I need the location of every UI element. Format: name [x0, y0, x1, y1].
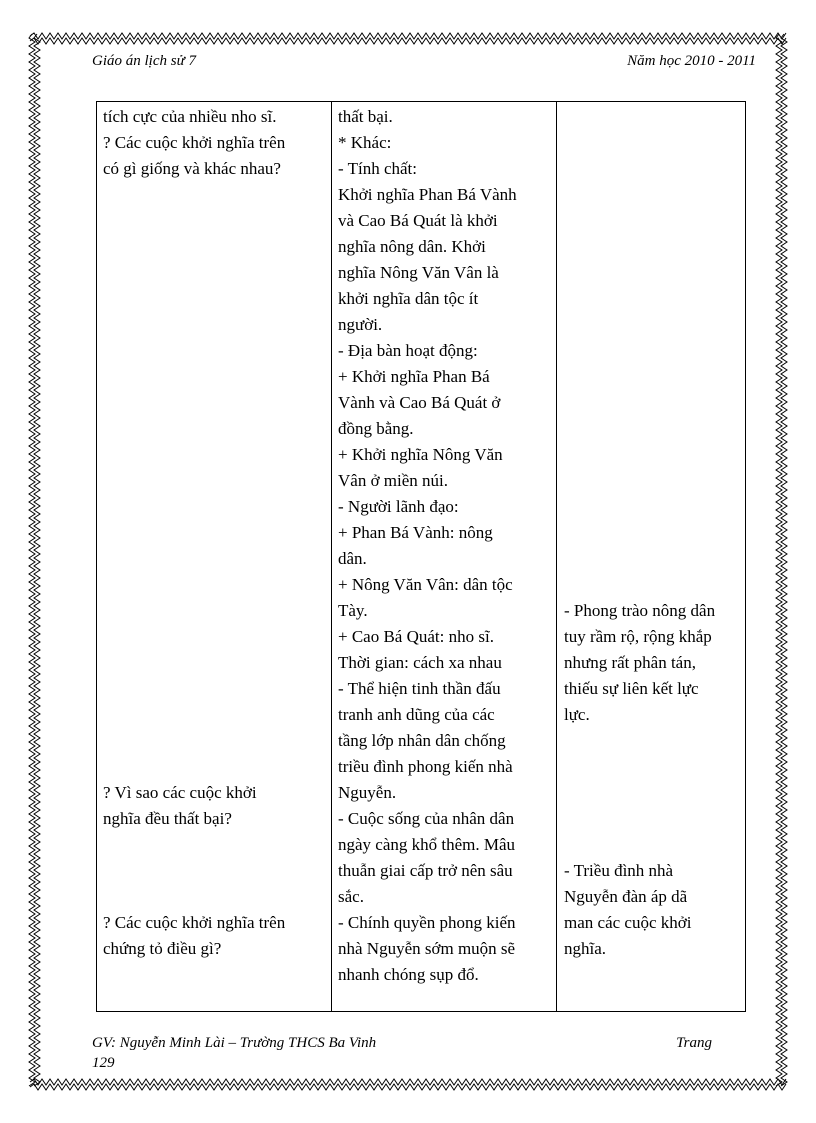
header-subject: Giáo án lịch sử 7 [92, 53, 197, 69]
table-cell-line: nghĩa Nông Văn Vân là [338, 263, 499, 282]
table-cell-line: + Cao Bá Quát: nho sĩ. [338, 627, 494, 646]
table-cell-line: tuy rầm rộ, rộng khắp [564, 627, 712, 646]
table-cell-line: * Khác: [338, 133, 392, 152]
header-school-year: Năm học 2010 - 2011 [627, 53, 756, 69]
table-cell-line: khởi nghĩa dân tộc ít [338, 289, 479, 308]
table-cell-line: - Triều đình nhà [564, 861, 674, 880]
table-cell-line: chứng tỏ điều gì? [103, 939, 222, 958]
table-cell-line: Thời gian: cách xa nhau [338, 653, 502, 672]
table-cell-line: - Người lãnh đạo: [338, 497, 459, 516]
lesson-table [96, 101, 746, 1012]
table-cell-line: sắc. [338, 887, 364, 906]
table-cell-line: Nguyễn đàn áp dã [564, 887, 688, 906]
footer-page-label: Trang [676, 1035, 712, 1051]
table-cell-line: thuẫn giai cấp trở nên sâu [338, 861, 513, 880]
table-cell-line: lực. [564, 705, 590, 724]
table-cell-line: Nguyễn. [338, 783, 397, 802]
table-cell-line: ? Các cuộc khởi nghĩa trên [103, 133, 286, 152]
table-cell-line: tầng lớp nhân dân chống [338, 731, 506, 750]
table-cell-line: - Phong trào nông dân [564, 601, 716, 620]
table-cell-line: + Khởi nghĩa Nông Văn [338, 445, 503, 464]
page-header [92, 53, 756, 75]
table-cell-line: - Tính chất: [338, 159, 417, 178]
table-cell-line: Tày. [338, 601, 368, 620]
table-cell-line: tích cực của nhiều nho sĩ. [103, 107, 277, 126]
table-cell-line: Vân ở miền núi. [338, 471, 449, 490]
table-cell-line: ngày càng khổ thêm. Mâu [338, 835, 516, 854]
table-cell-line: - Cuộc sống của nhân dân [338, 809, 515, 828]
table-cell-line: - Chính quyền phong kiến [338, 913, 516, 932]
table-cell-line: - Thể hiện tinh thần đấu [338, 679, 501, 698]
table-cell-line: có gì giống và khác nhau? [103, 159, 281, 178]
notes-column [557, 102, 746, 1011]
table-cell-line: thất bại. [338, 107, 393, 126]
table-cell-line: triều đình phong kiến nhà [338, 757, 513, 776]
table-cell-line: nghĩa đều thất bại? [103, 809, 232, 828]
table-cell-line: ? Vì sao các cuộc khởi [103, 783, 257, 802]
table-cell-line: + Nông Văn Vân: dân tộc [338, 575, 513, 594]
footer-author: GV: Nguyễn Minh Lài – Trường THCS Ba Vinh [92, 1035, 377, 1051]
table-cell-line: + Khởi nghĩa Phan Bá [338, 367, 490, 386]
table-cell-line: man các cuộc khởi [564, 913, 692, 932]
table-cell-line: nhanh chóng sụp đổ. [338, 965, 479, 984]
table-cell-line: ? Các cuộc khởi nghĩa trên [103, 913, 286, 932]
table-cell-line: nghĩa nông dân. Khởi [338, 237, 486, 256]
table-cell-line: nhà Nguyễn sớm muộn sẽ [338, 939, 516, 958]
answers-column [332, 102, 557, 1011]
table-cell-line: Vành và Cao Bá Quát ở [338, 393, 501, 412]
table-cell-line: + Phan Bá Vành: nông [338, 523, 493, 542]
footer-page-number: 129 [92, 1055, 115, 1071]
table-cell-line: - Địa bàn hoạt động: [338, 341, 478, 360]
table-cell-line: và Cao Bá Quát là khởi [338, 211, 498, 230]
table-cell-line: Khởi nghĩa Phan Bá Vành [338, 185, 517, 204]
table-cell-line: thiếu sự liên kết lực [564, 679, 699, 698]
table-cell-line: nghĩa. [564, 939, 607, 958]
teacher-questions-column [97, 102, 332, 1011]
table-cell-line: dân. [338, 549, 367, 568]
table-cell-line: nhưng rất phân tán, [564, 653, 696, 672]
table-cell-line: người. [338, 315, 383, 334]
table-cell-line: tranh anh dũng của các [338, 705, 495, 724]
table-cell-line: đồng bằng. [338, 419, 414, 438]
